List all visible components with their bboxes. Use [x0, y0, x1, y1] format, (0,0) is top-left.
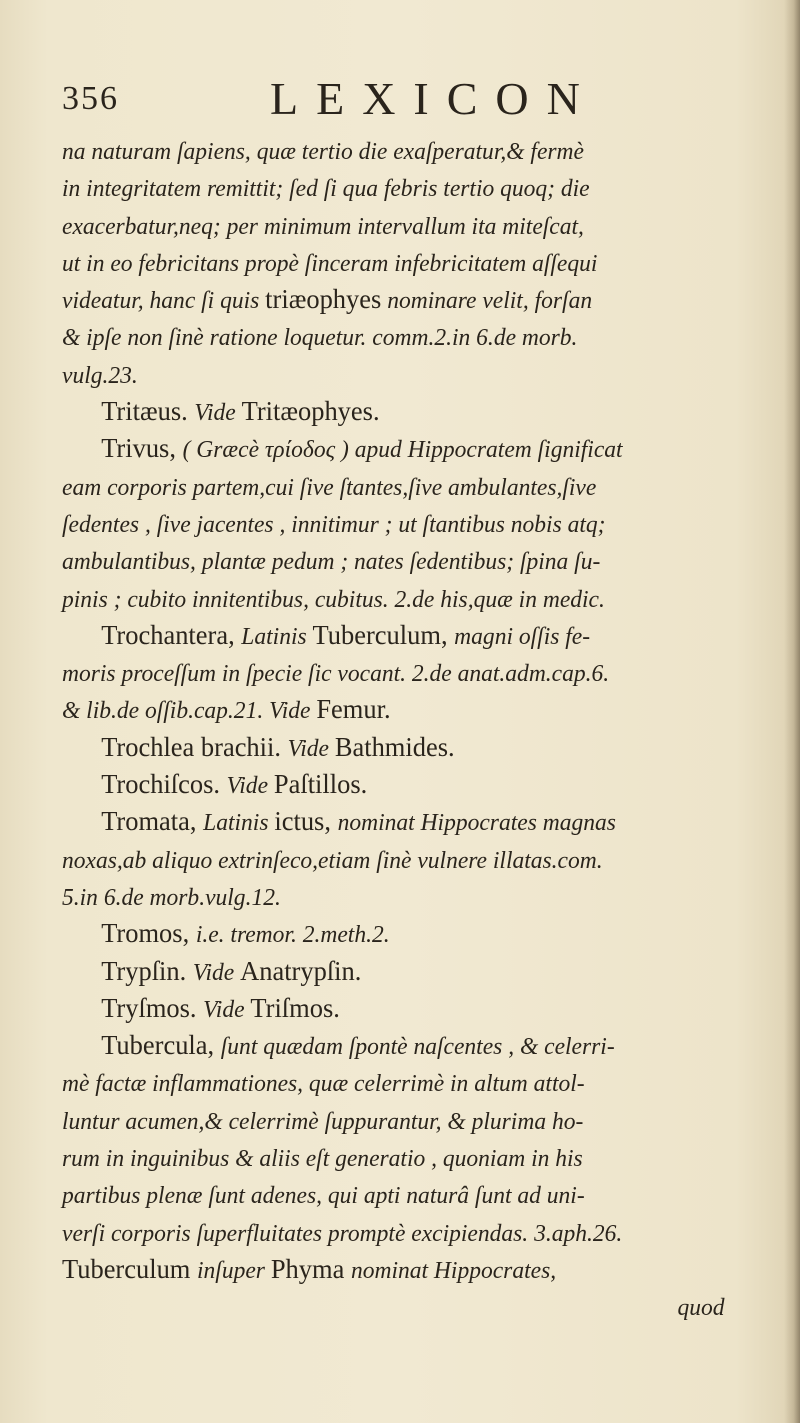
roman-text: ictus,	[274, 806, 338, 837]
text-line	[62, 430, 738, 467]
italic-text: videatur, hanc ſi quis	[62, 288, 266, 315]
italic-text: nominare velit, forſan	[381, 288, 593, 315]
italic-text: Latinis	[241, 623, 313, 650]
text-line	[62, 393, 738, 430]
page-edge-shadow	[784, 0, 800, 1423]
italic-text: Latinis	[203, 810, 275, 837]
text-line	[62, 841, 738, 878]
roman-text: Bathmides.	[334, 731, 455, 762]
italic-text: magni oſſis fe-	[454, 623, 591, 650]
italic-text: ſedentes , ſive jacentes , innitimur ; ut ſtantibus nobis atq;	[62, 511, 606, 538]
italic-text: exacerbatur,neq; per minimum intervallum ita miteſcat,	[62, 213, 584, 240]
italic-text: vulg.23.	[62, 362, 138, 389]
text-line	[62, 803, 738, 840]
italic-text: luntur acumen,& celerrimè ſuppurantur, & plurima ho-	[62, 1108, 584, 1135]
text-line	[62, 1251, 738, 1288]
italic-text: nominat Hippocrates magnas	[337, 810, 616, 837]
roman-text: Trypſin.	[101, 955, 193, 986]
italic-text: verſi corporis ſuperfluitates promptè excipiendas. 3.aph.26.	[62, 1220, 623, 1247]
roman-text: Tritæus.	[101, 396, 195, 427]
roman-text: Trochantera,	[101, 619, 242, 650]
roman-text: Trivus,	[101, 433, 183, 464]
page-number: 356	[62, 80, 119, 117]
italic-text: ſunt quædam ſpontè naſcentes , & celerri-	[220, 1034, 615, 1061]
italic-text: 5.in 6.de morb.vulg.12.	[62, 884, 281, 911]
italic-text: rum in inguinibus & aliis eſt generatio , quoniam in his	[62, 1146, 583, 1173]
italic-text: in integritatem remittit; ſed ſi qua febris tertio quoq; die	[62, 176, 590, 203]
text-line	[62, 281, 738, 318]
roman-text: Tubercula,	[101, 1030, 221, 1061]
italic-text: mè factæ inflammationes, quæ celerrimè in altum attol-	[62, 1071, 585, 1098]
roman-text: Phyma	[270, 1253, 351, 1284]
italic-text: ( Græcè τρίοδος ) apud Hippocratem ſignificat	[182, 437, 623, 464]
text-line	[62, 318, 738, 355]
text-line	[62, 1214, 738, 1251]
text-line	[62, 1176, 738, 1213]
text-line	[62, 1064, 738, 1101]
page-header	[62, 72, 742, 128]
text-line	[62, 1027, 738, 1064]
text-line	[62, 915, 738, 952]
italic-text: pinis ; cubito innitentibus, cubitus. 2.de his,quæ in medic.	[62, 586, 605, 613]
roman-text: triæophyes	[265, 284, 382, 315]
text-line	[62, 542, 738, 579]
roman-text: Tuberculum,	[312, 619, 455, 650]
text-line	[62, 580, 738, 617]
roman-text: Tromos,	[101, 918, 196, 949]
text-line	[62, 468, 738, 505]
italic-text: ambulantibus, plantæ pedum ; nates ſedentibus; ſpina ſu-	[62, 549, 601, 576]
roman-text: Tryſmos.	[101, 992, 204, 1023]
text-line	[62, 1139, 738, 1176]
italic-text: na naturam ſapiens, quæ tertio die exaſperatur,& fermè	[62, 139, 584, 165]
italic-text: ut in eo febricitans propè ſinceram infebricitatem aſſequi	[62, 250, 598, 277]
text-line	[62, 990, 738, 1027]
italic-text: nominat Hippocrates,	[350, 1257, 557, 1284]
roman-text: Tuberculum	[62, 1253, 198, 1284]
roman-text: Tromata,	[101, 806, 204, 837]
running-head: LEXICON	[270, 73, 598, 124]
italic-text: & lib.de oſſib.cap.21. Vide	[62, 698, 317, 725]
italic-text: & ipſe non ſinè ratione loquetur. comm.2.in 6.de morb.	[62, 325, 578, 352]
text-line	[62, 878, 738, 915]
italic-text: Vide	[226, 773, 274, 800]
roman-text: Tritæophyes.	[241, 396, 380, 427]
text-line	[62, 1102, 738, 1139]
text-line	[62, 617, 738, 654]
italic-text: Vide	[192, 959, 241, 986]
text-line	[62, 729, 738, 766]
text-line	[62, 953, 738, 990]
text-line	[62, 654, 738, 691]
text-line	[62, 132, 738, 169]
italic-text: Vide	[203, 996, 251, 1023]
catchword: quod	[677, 1295, 725, 1322]
roman-text: Femur.	[316, 694, 391, 725]
roman-text: Anatrypſin.	[240, 955, 362, 986]
lexicon-text-body	[62, 132, 752, 1326]
italic-text: Vide	[287, 735, 335, 762]
roman-text: Trochiſcos.	[101, 769, 227, 800]
text-line	[62, 169, 738, 206]
italic-text: noxas,ab aliquo extrinſeco,etiam ſinè vulnere illatas.com.	[62, 847, 603, 874]
text-line	[62, 766, 738, 803]
italic-text: moris proceſſum in ſpecie ſic vocant. 2.de anat.adm.cap.6.	[62, 661, 610, 688]
roman-text: Trochlea brachii.	[101, 731, 288, 762]
roman-text: Triſmos.	[250, 992, 340, 1023]
text-line	[62, 505, 738, 542]
text-line	[62, 356, 738, 393]
text-line	[62, 691, 738, 728]
italic-text: inſuper	[197, 1257, 271, 1284]
italic-text: i.e. tremor. 2.meth.2.	[195, 922, 390, 949]
italic-text: partibus plenæ ſunt adenes, qui apti naturâ ſunt ad uni-	[62, 1183, 585, 1210]
italic-text: eam corporis partem,cui ſive ſtantes,ſive ambulantes,ſive	[62, 474, 597, 501]
roman-text: Paſtillos.	[273, 769, 368, 800]
text-line	[62, 244, 738, 281]
italic-text: Vide	[194, 400, 242, 427]
text-line	[62, 207, 738, 244]
